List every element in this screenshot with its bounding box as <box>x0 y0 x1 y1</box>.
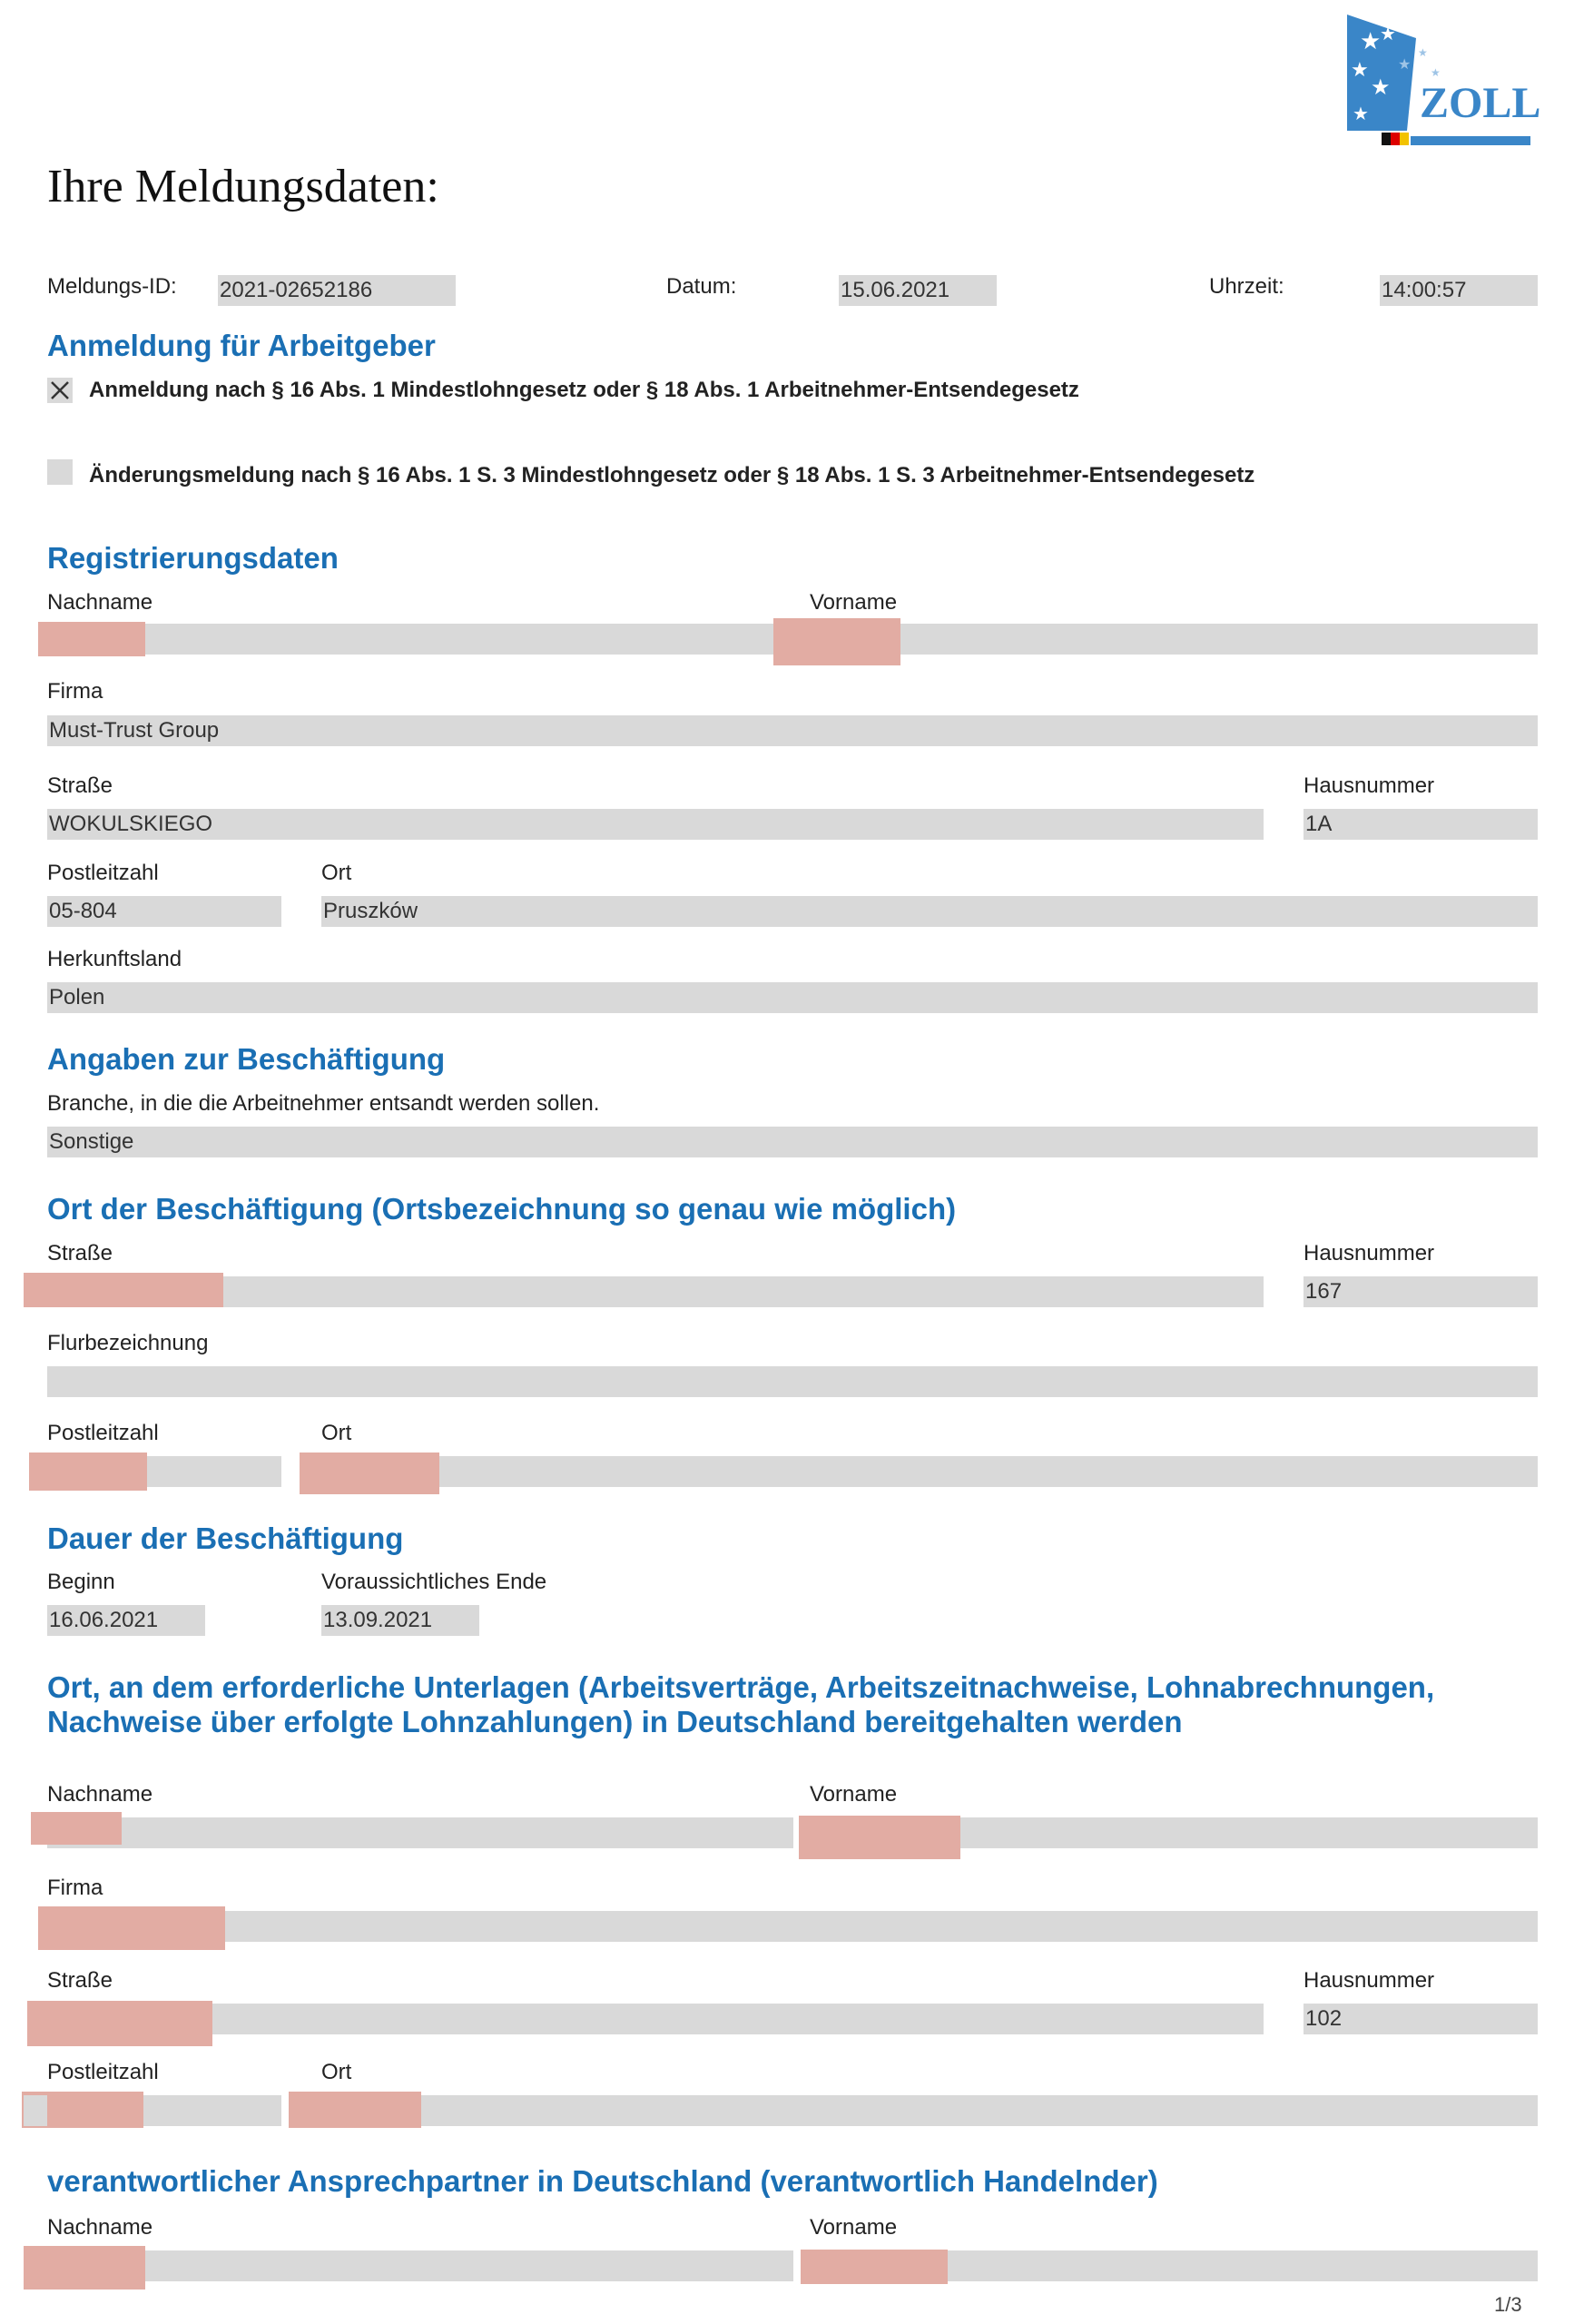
datum-label: Datum: <box>666 274 737 299</box>
ob-flur-field <box>47 1366 1538 1397</box>
ob-ort-field <box>321 1456 1538 1487</box>
ul-plz-field-left-extension <box>24 2095 47 2126</box>
svg-text:★: ★ <box>1431 66 1441 79</box>
svg-text:★: ★ <box>1380 25 1396 44</box>
reg-vorname-label: Vorname <box>810 590 898 615</box>
ul-hausnummer-field: 102 <box>1304 2004 1538 2034</box>
svg-text:★: ★ <box>1371 75 1391 100</box>
svg-text:★: ★ <box>1398 57 1412 73</box>
zoll-logo <box>1343 13 1541 149</box>
dauer-ende-field: 13.09.2021 <box>321 1605 479 1636</box>
reg-plz-field: 05-804 <box>47 896 281 927</box>
redaction-box <box>289 2092 421 2128</box>
svg-text:★: ★ <box>1351 58 1369 81</box>
uhrzeit-label: Uhrzeit: <box>1209 274 1284 299</box>
aenderungsmeldung-checkbox[interactable] <box>47 459 73 485</box>
section-registrierung-title: Registrierungsdaten <box>47 541 339 575</box>
reg-ort-label: Ort <box>321 861 352 885</box>
redaction-box <box>38 1906 225 1950</box>
ul-vorname-label: Vorname <box>810 1782 898 1807</box>
redaction-box <box>38 622 145 656</box>
ob-strasse-label: Straße <box>47 1241 113 1265</box>
ul-firma-label: Firma <box>47 1876 103 1900</box>
section-beschaeftigung-title: Angaben zur Beschäftigung <box>47 1042 446 1076</box>
ul-strasse-label: Straße <box>47 1968 113 1993</box>
ob-hausnummer-field: 167 <box>1304 1276 1538 1307</box>
branche-field: Sonstige <box>47 1127 1538 1157</box>
ob-strasse-field <box>47 1276 1264 1307</box>
dauer-ende-label: Voraussichtliches Ende <box>321 1570 547 1594</box>
redaction-box <box>24 2246 145 2290</box>
meldungs-id-label: Meldungs-ID: <box>47 274 177 299</box>
ul-nachname-field <box>47 1817 793 1848</box>
section-ansprechpartner-title: verantwortlicher Ansprechpartner in Deutschland (verantwortlich Handelnder) <box>47 2164 1158 2198</box>
ul-strasse-field <box>47 2004 1264 2034</box>
section-unterlagen-title-line2: Nachweise über erfolgte Lohnzahlungen) in Deutschland bereitgehalten werden <box>47 1705 1183 1738</box>
redaction-box <box>801 2250 948 2284</box>
ob-plz-label: Postleitzahl <box>47 1421 159 1445</box>
ap-vorname-label: Vorname <box>810 2215 898 2240</box>
datum-field: 15.06.2021 <box>839 275 997 306</box>
ul-plz-label: Postleitzahl <box>47 2060 159 2084</box>
reg-firma-label: Firma <box>47 679 103 704</box>
ul-nachname-label: Nachname <box>47 1782 153 1807</box>
ob-flur-label: Flurbezeichnung <box>47 1331 209 1355</box>
ap-nachname-field <box>47 2250 793 2281</box>
branche-label: Branche, in die die Arbeitnehmer entsandt werden sollen. <box>47 1091 600 1116</box>
ob-ort-label: Ort <box>321 1421 352 1445</box>
uhrzeit-field: 14:00:57 <box>1380 275 1538 306</box>
redaction-box <box>24 1273 223 1307</box>
reg-plz-label: Postleitzahl <box>47 861 159 885</box>
svg-text:★: ★ <box>1360 27 1382 54</box>
meldungs-id-field: 2021-02652186 <box>218 275 456 306</box>
reg-firma-field: Must-Trust Group <box>47 715 1538 746</box>
ap-nachname-label: Nachname <box>47 2215 153 2240</box>
ul-hausnummer-label: Hausnummer <box>1304 1968 1435 1993</box>
anmeldung-checkbox[interactable] <box>47 378 73 403</box>
reg-herkunftsland-label: Herkunftsland <box>47 947 182 971</box>
ul-ort-field <box>290 2095 1538 2126</box>
reg-hausnummer-field: 1A <box>1304 809 1538 840</box>
logo-text: ZOLL <box>1420 79 1541 127</box>
redaction-box <box>799 1816 960 1859</box>
redaction-box <box>300 1452 439 1494</box>
section-anmeldung-title: Anmeldung für Arbeitgeber <box>47 329 436 362</box>
redaction-box <box>29 1452 147 1491</box>
redaction-box <box>27 2001 212 2046</box>
svg-text:★: ★ <box>1353 104 1369 124</box>
anmeldung-option-label: Anmeldung nach § 16 Abs. 1 Mindestlohngesetz oder § 18 Abs. 1 Arbeitnehmer-Entsendegesetz <box>89 378 1079 402</box>
aenderungsmeldung-option-label: Änderungsmeldung nach § 16 Abs. 1 S. 3 Mindestlohngesetz oder § 18 Abs. 1 S. 3 Arbeitnehmer-Entsendegesetz <box>89 463 1255 487</box>
redaction-box <box>773 618 900 665</box>
section-dauer-title: Dauer der Beschäftigung <box>47 1521 404 1555</box>
dauer-beginn-label: Beginn <box>47 1570 115 1594</box>
reg-ort-field: Pruszków <box>321 896 1538 927</box>
redaction-box <box>31 1812 122 1845</box>
reg-hausnummer-label: Hausnummer <box>1304 773 1435 798</box>
dauer-beginn-field: 16.06.2021 <box>47 1605 205 1636</box>
ul-ort-label: Ort <box>321 2060 352 2084</box>
ob-hausnummer-label: Hausnummer <box>1304 1241 1435 1265</box>
svg-text:★: ★ <box>1418 46 1428 59</box>
checkmark-x-icon <box>47 378 73 403</box>
section-ort-beschaeftigung-title: Ort der Beschäftigung (Ortsbezeichnung so genau wie möglich) <box>47 1192 957 1226</box>
reg-strasse-label: Straße <box>47 773 113 798</box>
page-title: Ihre Meldungsdaten: <box>47 161 439 212</box>
ul-firma-field <box>47 1911 1538 1942</box>
section-unterlagen-title-line1: Ort, an dem erforderliche Unterlagen (Arbeitsverträge, Arbeitszeitnachweise, Lohnabrechnungen, <box>47 1670 1435 1704</box>
reg-strasse-field: WOKULSKIEGO <box>47 809 1264 840</box>
reg-nachname-label: Nachname <box>47 590 153 615</box>
page-number: 1/3 <box>1494 2293 1522 2316</box>
reg-herkunftsland-field: Polen <box>47 982 1538 1013</box>
